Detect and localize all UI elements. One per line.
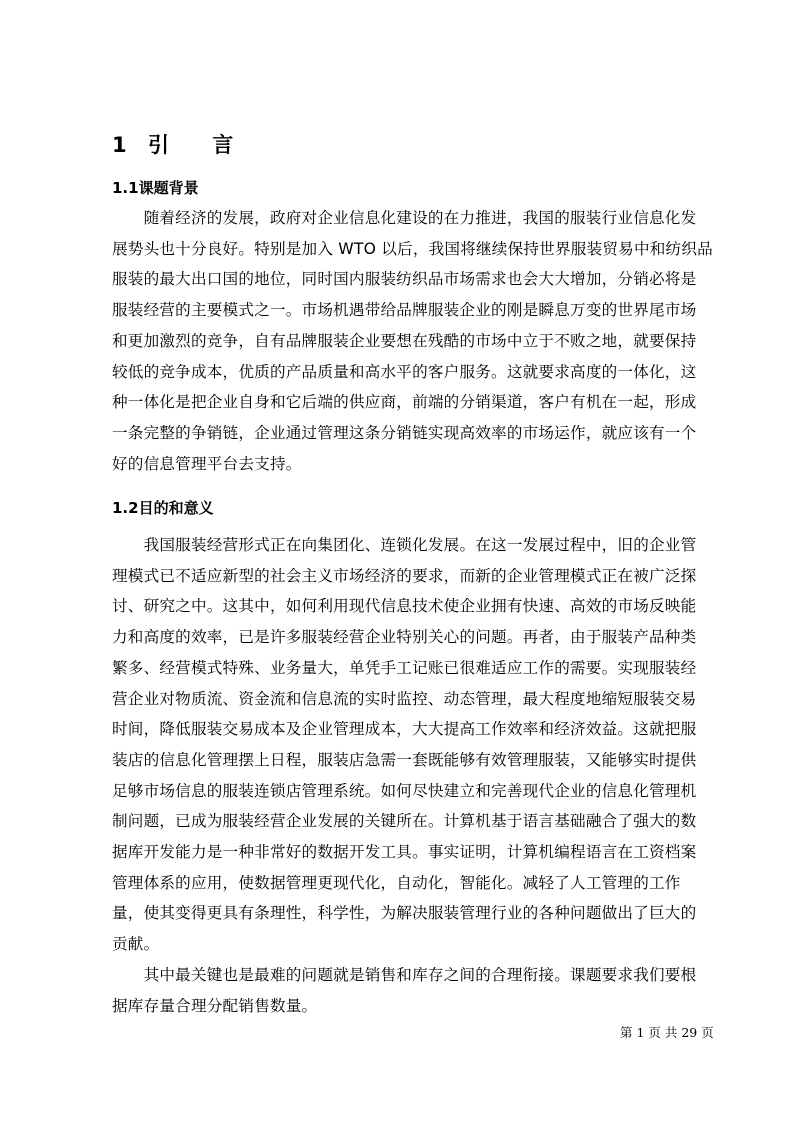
paragraph-line: 服装的最大出口国的地位，同时国内服装纺织品市场需求也会大大增加，分销必将是 xyxy=(112,270,697,289)
paragraph-line: 力和高度的效率，已是许多服装经营企业特别关心的问题。再者，由于服装产品种类 xyxy=(112,628,697,647)
paragraph-line: 营企业对物质流、资金流和信息流的实时监控、动态管理，最大程度地缩短服装交易 xyxy=(112,689,697,708)
paragraph-line: 理模式已不适应新型的社会主义市场经济的要求，而新的企业管理模式正在被广泛探 xyxy=(112,566,697,585)
paragraph-line: 足够市场信息的服装连锁店管理系统。如何尽快建立和完善现代企业的信息化管理机 xyxy=(112,781,697,800)
paragraph-line: 较低的竞争成本，优质的产品质量和高水平的客户服务。这就要求高度的一体化，这 xyxy=(112,362,697,381)
paragraph-line: 种一体化是把企业自身和它后端的供应商，前端的分销渠道，客户有机在一起，形成 xyxy=(112,393,697,412)
paragraph-line: 据库存量合理分配销售数量。 xyxy=(112,996,318,1015)
section-heading-purpose: 1.2目的和意义 xyxy=(112,499,214,517)
paragraph-line: 时间，降低服装交易成本及企业管理成本，大大提高工作效率和经济效益。这就把服 xyxy=(112,720,697,739)
section-heading-background: 1.1课题背景 xyxy=(112,179,199,197)
page-number-footer: 第 1 页 共 29 页 xyxy=(620,1025,714,1040)
paragraph-line: 繁多、经营模式特殊、业务量大，单凭手工记账已很难适应工作的需要。实现服装经 xyxy=(112,658,697,677)
paragraph-line: 讨、研究之中。这其中，如何利用现代信息技术使企业拥有快速、高效的市场反映能 xyxy=(112,597,697,616)
paragraph-line: 好的信息管理平台去支持。 xyxy=(112,454,302,473)
paragraph-line: 展势头也十分良好。特别是加入 WTO 以后，我国将继续保持世界服装贸易中和纺织品 xyxy=(112,239,713,258)
paragraph-line: 量，使其变得更具有条理性，科学性，为解决服装管理行业的各种问题做出了巨大的 xyxy=(112,904,697,923)
paragraph-line: 装店的信息化管理摆上日程，服装店急需一套既能够有效管理服装，又能够实时提供 xyxy=(112,750,697,769)
paragraph-line: 制问题，已成为服装经营企业发展的关键所在。计算机基于语言基础融合了强大的数 xyxy=(112,812,697,831)
paragraph-line: 管理体系的应用，使数据管理更现代化，自动化，智能化。减轻了人工管理的工作 xyxy=(112,873,681,892)
paragraph-line: 我国服装经营形式正在向集团化、连锁化发展。在这一发展过程中，旧的企业管 xyxy=(112,536,697,554)
section-body-purpose xyxy=(112,530,712,1021)
chapter-title xyxy=(112,131,251,159)
paragraph-line: 随着经济的发展，政府对企业信息化建设的在力推进，我国的服装行业信息化发 xyxy=(112,209,697,227)
chapter-heading: 引 言 xyxy=(148,133,252,157)
section-body-background xyxy=(112,203,712,479)
paragraph-line: 据库开发能力是一种非常好的数据开发工具。事实证明，计算机编程语言在工资档案 xyxy=(112,843,697,862)
paragraph-line: 其中最关键也是最难的问题就是销售和库存之间的合理衔接。课题要求我们要根 xyxy=(112,965,697,984)
paragraph-line: 贡献。 xyxy=(112,935,160,954)
chapter-number: 1 xyxy=(112,133,127,157)
paragraph-line: 和更加激烈的竞争，自有品牌服装企业要想在残酷的市场中立于不败之地，就要保持 xyxy=(112,331,697,350)
paragraph-line: 一条完整的争销链，企业通过管理这条分销链实现高效率的市场运作，就应该有一个 xyxy=(112,423,697,442)
paragraph-line: 服装经营的主要模式之一。市场机遇带给品牌服装企业的刚是瞬息万变的世界尾市场 xyxy=(112,301,697,320)
